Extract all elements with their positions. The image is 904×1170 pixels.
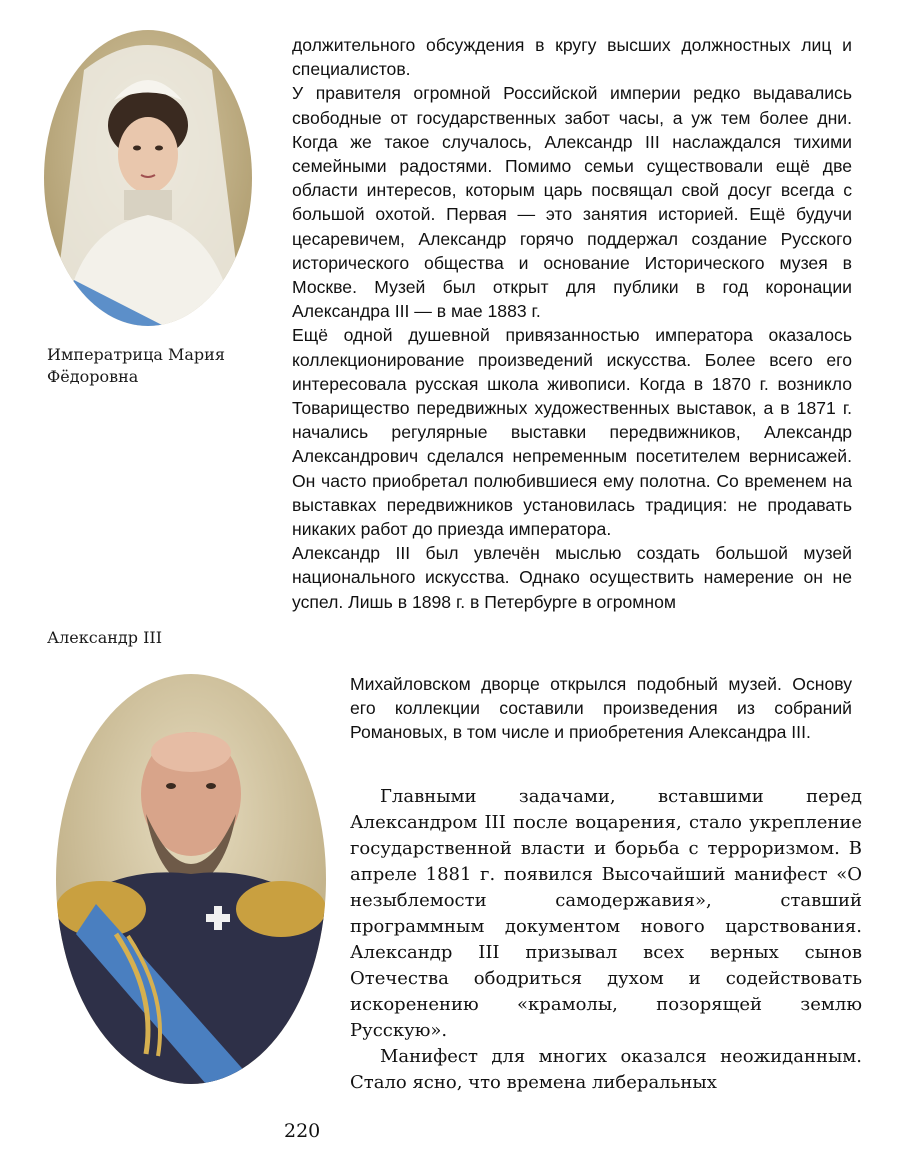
sidebar-paragraph: Михайловском дворце открылся подобный музей. Основу его коллекции составили произведения из собраний Романовых, в том числе и приобретения Александра III. (350, 674, 852, 743)
main-paragraph: Главными задачами, вставшими перед Александром III после воцарения, стало укрепление государственной власти и борьба с терроризмом. В апреле 1881 г. появился Высочайший манифест «О незыблемости самодержавия», ставший программным документом нового царствования. Александр III призывал всех верных сынов Отечества ободриться духом и содействовать искоренению «крамолы, позорящей землю Русскую». (350, 786, 862, 1041)
sidebar-text-block (292, 33, 852, 614)
sidebar-text-continuation (350, 672, 852, 745)
sidebar-paragraph: должительного обсуждения в кругу высших должностных лиц и специалистов. (292, 35, 852, 80)
emperor-caption: Александр III (47, 628, 163, 647)
main-paragraph: Манифест для многих оказался неожиданным. Стало ясно, что времена либеральных (350, 1046, 862, 1093)
empress-caption: Императрица Мария Фёдоровна (47, 345, 225, 386)
sidebar-paragraph: У правителя огромной Российской империи редко выдавались свободные от государственных забот часы, а уж тем более дни. Когда же такое случалось, Александр III наслаждался тихими семейными радостями. Помимо семьи существовали ещё две области интересов, которым царь посвящал свой досуг всегда с большой охотой. Первая — это занятия историей. Ещё будучи цесаревичем, Александр горячо поддержал создание Русского исторического общества и основание Исторического музея в Москве. Музей был открыт для публики в год коронации Александра III — в мае 1883 г. (292, 83, 852, 322)
emperor-portrait (56, 674, 326, 1084)
sidebar-paragraph: Ещё одной душевной привязанностью императора оказалось коллекционирование произведений искусства. Более всего его интересовала русская школа живописи. Когда в 1870 г. возникло Товарищество передвижных художественных выставок, а в 1871 г. начались регулярные выставки передвижников, Александр Александрович сделался непременным посетителем вернисажей. Он часто приобретал полюбившиеся ему полотна. Со временем на выставках передвижников установилась традиция: не продавать никаких работ до приезда императора. (292, 325, 852, 540)
empress-portrait (44, 30, 252, 326)
main-text-block (350, 784, 862, 1096)
sidebar-paragraph: Александр III был увлечён мыслью создать большой музей национального искусства. Однако осуществить намерение он не успел. Лишь в 1898 г. в Петербурге в огромном (292, 543, 852, 612)
page-number: 220 (284, 1120, 321, 1142)
